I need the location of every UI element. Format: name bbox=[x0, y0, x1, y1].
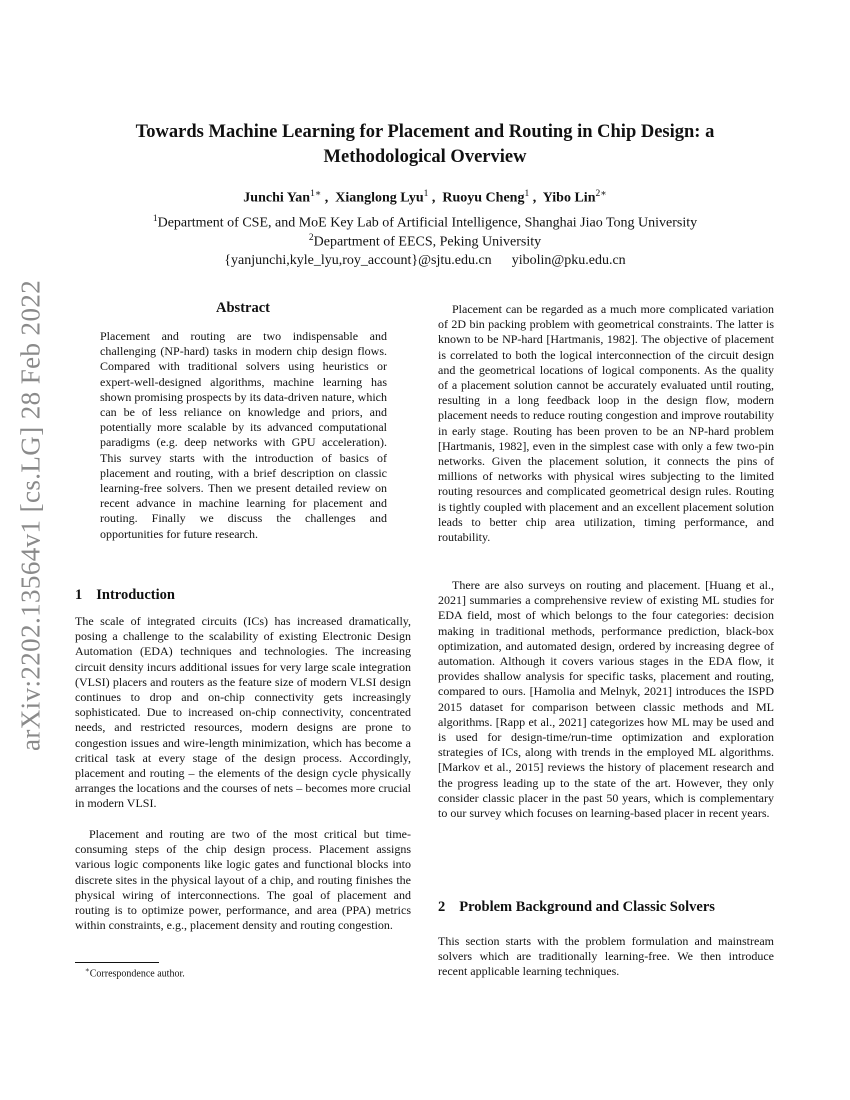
intro-paragraph: Placement and routing are two of the most critical but time-consuming steps of the chip design process. Placement assigns various logic components like logic gates and functional blocks into discrete sites in the physical layout of a chip, and routing finishes the physical wiring of interconnections. The goal of placement and routing is to optimize power, performance, and area (PPA) metrics within constraints, e.g., placement density and routing congestion. bbox=[75, 827, 411, 933]
email-address[interactable]: {yanjunchi,kyle_lyu,roy_account}@sjtu.edu.cn bbox=[224, 253, 492, 268]
affiliation-mark: 2 bbox=[308, 233, 314, 243]
email-line bbox=[80, 252, 770, 270]
footnote-divider bbox=[75, 962, 159, 963]
body-paragraph: Placement can be regarded as a much more complicated variation of 2D bin packing problem with geometrical constraints. The latter is known to be NP-hard [Hartmanis, 1982]. The objective of placement is correlated to both the logical interconnection of the circuit design and the geometrical locations of logical components. As the quality of a placement solution cannot be accurately evaluated until routing, resulting in a long feedback loop in the design flow, modern placement needs to reduce routing congestion and improve routability in early stage. Routing has been proven to be an NP-hard problem [Hartmanis, 1982], even in the simplest case with only a few two-pin networks. Given the placement solution, it connects the pins of millions of networks with physical wires subjecting to the limited routing resources and complicated geometrical design rules. Routing is tightly coupled with placement and an excellent placement solution leads to better chip area utilization, timing performance, and routability. bbox=[438, 302, 774, 545]
author-name: Yibo Lin bbox=[542, 190, 596, 206]
author-mark: 1∗ bbox=[310, 189, 322, 199]
author-name: Xianglong Lyu bbox=[335, 190, 424, 206]
affiliation-text: Department of EECS, Peking University bbox=[313, 234, 542, 250]
arxiv-identifier: arXiv:2202.13564v1 [cs.LG] 28 Feb 2022 bbox=[15, 279, 46, 751]
affiliation-mark: 1 bbox=[152, 214, 158, 224]
section-heading-introduction bbox=[75, 587, 175, 604]
section-number: 1 bbox=[75, 587, 83, 603]
affiliation-line bbox=[80, 229, 770, 252]
section-heading-background bbox=[438, 899, 715, 916]
intro-paragraph: The scale of integrated circuits (ICs) has increased dramatically, posing a challenge to the scalability of existing Electronic Design Automation (EDA) techniques and technologies. The increasing circuit density incurs additional issues for very large scale integration (VLSI) placers and routers as the feature size of modern VLSI design continues to drop and on-chip connectivity gets increasingly sophisticated. Due to increased on-chip connectivity, concentrated needs, and restricted resources, modern designs are prone to congestion issues and wire-length minimization, which has become a critical task at every stage of the design process. Accordingly, placement and routing – the elements of the design cycle physically arranges the locations and the courses of nets – becomes more crucial in modern VLSI. bbox=[75, 614, 411, 811]
body-paragraph: This section starts with the problem formulation and mainstream solvers which are traditionally learning-free. We then introduce recent applicable learning techniques. bbox=[438, 934, 774, 979]
section-title: Problem Background and Classic Solvers bbox=[459, 899, 715, 915]
footnote-mark: ∗ bbox=[85, 966, 90, 974]
section-title: Introduction bbox=[96, 587, 175, 603]
affiliation-text: Department of CSE, and MoE Key Lab of Artificial Intelligence, Shanghai Jiao Tong University bbox=[157, 215, 698, 231]
author-mark: 1 bbox=[524, 189, 530, 199]
abstract-heading: Abstract bbox=[216, 300, 270, 316]
footnote bbox=[85, 964, 185, 980]
body-paragraph: There are also surveys on routing and placement. [Huang et al., 2021] summaries a comprehensive review of existing ML studies for EDA field, most of which belongs to the four categories: decision making in traditional methods, performance prediction, black-box optimization, and automated design, ordered by increasing degree of automation. Although it covers various stages in the EDA flow, it provides shallow analysis for specific tasks, placement and routing, compared to ours. [Hamolia and Melnyk, 2021] introduces the ISPD 2015 dataset for comparison between classic methods and ML algorithms. [Rapp et al., 2021] categorizes how ML may be used and is used for design-time/run-time optimization and exploration strategies of ICs, along with trends in the employed ML algorithms. [Markov et al., 2015] reviews the history of placement research and the progress leading up to the state of the art. However, they only consider classic placer in the past 50 years, which is complementary to our survey which focuses on learning-based placer in recent years. bbox=[438, 578, 774, 821]
author-name: Ruoyu Cheng bbox=[442, 190, 525, 206]
section-number: 2 bbox=[438, 899, 446, 915]
author-mark: 1 bbox=[423, 189, 429, 199]
author-mark: 2∗ bbox=[595, 189, 607, 199]
author-list: Junchi Yan$^{1∗}$ , Xianglong Lyu$^1$ , Ruoyu Cheng$^1$ , Yibo Lin$^{2∗}$ bbox=[243, 189, 607, 206]
email-address[interactable]: yibolin@pku.edu.cn bbox=[511, 253, 626, 268]
paper-title: Towards Machine Learning for Placement and Routing in Chip Design: a Methodological Overview bbox=[135, 122, 715, 167]
author-name: Junchi Yan bbox=[243, 190, 311, 206]
abstract-body: Placement and routing are two indispensable and challenging (NP-hard) tasks in modern chip design flows. Compared with traditional solvers using heuristics or expert-well-designed algorithms, machine learning has shown promising prospects by its data-driven nature, which can be of less reliance on knowledge and priors, and potentially more scalable by its advanced computational paradigms (e.g. deep networks with GPU acceleration). This survey starts with the introduction of basics of placement and routing, with a brief description on classic learning-free solvers. Then we present detailed review on recent advance in machine learning for placement and routing. Finally we discuss the challenges and opportunities for future research. bbox=[100, 329, 387, 541]
footnote-text: Correspondence author. bbox=[89, 968, 185, 980]
